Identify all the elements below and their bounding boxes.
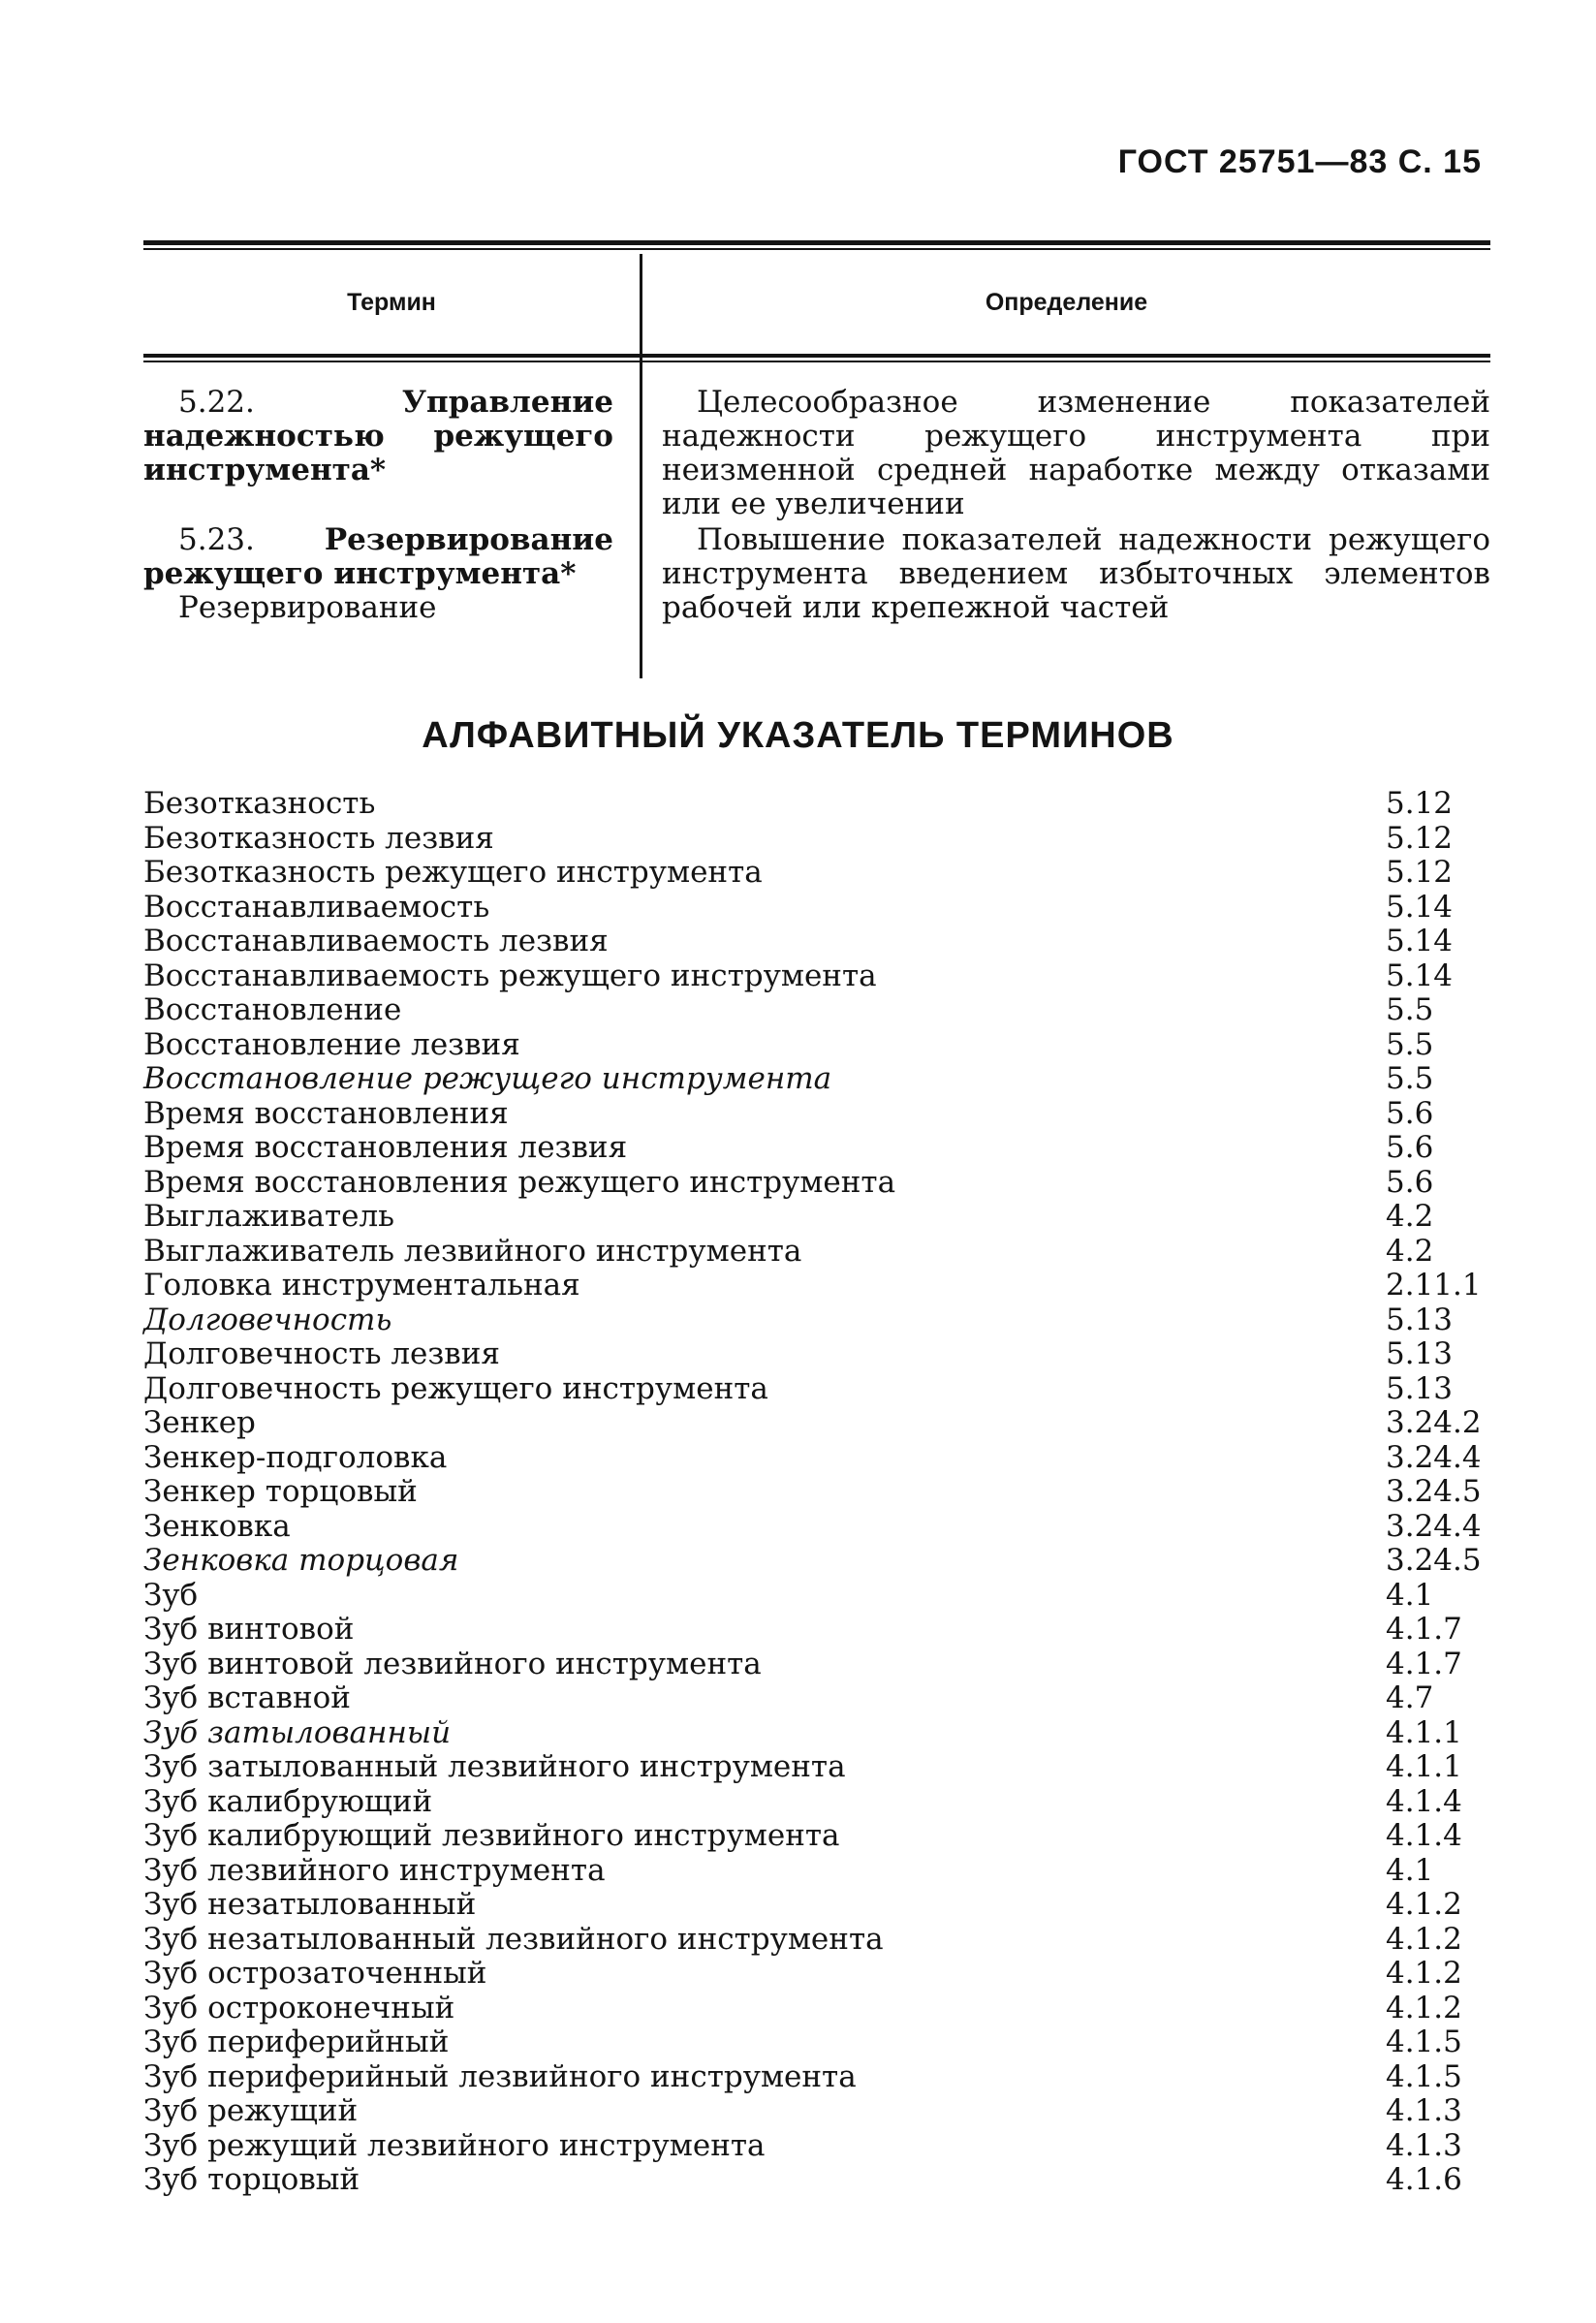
- index-term: Время восстановления: [143, 1095, 509, 1131]
- index-entry: [143, 787, 1500, 822]
- index-term: Зуб незатылованный: [143, 1887, 477, 1922]
- index-ref: 4.2: [1386, 1233, 1434, 1269]
- index-term: Восстанавливаемость: [143, 889, 490, 925]
- index-ref: 4.1.3: [1386, 2093, 1462, 2128]
- table-column-divider: [640, 254, 642, 678]
- index-ref: 4.1.4: [1386, 1783, 1462, 1819]
- index-entry: [143, 1475, 1500, 1510]
- index-term: Безотказность лезвия: [143, 820, 494, 856]
- index-ref: 5.14: [1386, 957, 1454, 993]
- index-ref: 4.1.7: [1386, 1646, 1462, 1681]
- index-term: Зуб затылованный лезвийного инструмента: [143, 1749, 846, 1784]
- index-ref: 5.12: [1386, 820, 1454, 856]
- index-term: Время восстановления лезвия: [143, 1130, 628, 1165]
- index-term: Долговечность лезвия: [143, 1336, 500, 1371]
- index-ref: 5.6: [1386, 1130, 1434, 1165]
- index-ref: 5.12: [1386, 786, 1454, 821]
- index-ref: 4.1.1: [1386, 1714, 1462, 1750]
- index-ref: 4.1.3: [1386, 2127, 1462, 2163]
- index-term: Безотказность режущего инструмента: [143, 855, 763, 890]
- index-term: Зуб лезвийного инструмента: [143, 1852, 606, 1888]
- index-term: Зуб калибрующий: [143, 1783, 433, 1819]
- index-term: Зуб режущий: [143, 2093, 359, 2128]
- index-entry: [143, 2094, 1500, 2129]
- index-term: Зуб калибрующий лезвийного инструмента: [143, 1818, 840, 1853]
- alphabetical-index: [143, 787, 1500, 2198]
- index-term: Зуб затылованный: [143, 1714, 452, 1750]
- index-entry: [143, 1888, 1500, 1923]
- index-ref: 5.13: [1386, 1370, 1454, 1406]
- index-ref: 5.6: [1386, 1095, 1434, 1131]
- index-term: Зуб винтовой лезвийного инструмента: [143, 1646, 762, 1681]
- index-ref: 3.24.2: [1386, 1405, 1482, 1440]
- index-term: Головка инструментальная: [143, 1268, 580, 1303]
- index-ref: 5.14: [1386, 924, 1454, 958]
- index-ref: 4.1: [1386, 1577, 1434, 1613]
- index-term: Зенковка торцовая: [143, 1543, 459, 1578]
- index-ref: 5.6: [1386, 1164, 1434, 1200]
- index-entry: [143, 1785, 1500, 1820]
- index-ref: 4.1.2: [1386, 1956, 1462, 1991]
- index-term: Зуб винтовой: [143, 1612, 355, 1647]
- index-term: Восстановление режущего инструмента: [143, 1061, 832, 1096]
- table-row-definition: Повышение показателей надежности режущего инструмента введением избыточных элементов рабочей или крепежной частей: [662, 522, 1490, 625]
- table-header-rule: [143, 354, 1490, 358]
- page-header: ГОСТ 25751—83 С. 15: [1117, 143, 1482, 180]
- index-ref: 4.2: [1386, 1199, 1434, 1234]
- index-term: Зуб остроконечный: [143, 1990, 455, 2025]
- index-entry: [143, 1372, 1500, 1407]
- index-ref: 4.1.2: [1386, 1887, 1462, 1922]
- index-entry: [143, 1166, 1500, 1201]
- index-entry: [143, 1750, 1500, 1785]
- index-term: Зенковка: [143, 1508, 291, 1544]
- index-term: Зуб торцовый: [143, 2162, 360, 2197]
- index-term: Зуб периферийный: [143, 2025, 450, 2059]
- index-term: Зуб незатылованный лезвийного инструмента: [143, 1921, 884, 1957]
- index-entry: [143, 1510, 1500, 1545]
- index-entry: [143, 1131, 1500, 1166]
- index-ref: 4.1: [1386, 1852, 1434, 1888]
- index-entry: [143, 822, 1500, 857]
- index-entry: [143, 1923, 1500, 1958]
- index-ref: 4.1.1: [1386, 1749, 1462, 1784]
- table-top-rule: [143, 240, 1490, 245]
- index-term: Зенкер: [143, 1405, 256, 1440]
- index-term: Безотказность: [143, 786, 376, 821]
- index-entry: [143, 856, 1500, 891]
- index-entry: [143, 1097, 1500, 1132]
- index-term: Время восстановления режущего инструмента: [143, 1164, 896, 1200]
- index-term: Восстанавливаемость режущего инструмента: [143, 957, 877, 993]
- index-term: Зуб вставной: [143, 1680, 351, 1715]
- index-ref: 4.1.2: [1386, 1921, 1462, 1957]
- index-entry: [143, 1579, 1500, 1614]
- index-ref: 3.24.5: [1386, 1543, 1482, 1578]
- index-entry: [143, 1062, 1500, 1097]
- index-entry: [143, 1957, 1500, 1992]
- index-ref: 4.1.4: [1386, 1818, 1462, 1853]
- index-term: Зуб: [143, 1577, 199, 1613]
- index-term: Восстановление лезвия: [143, 1026, 520, 1062]
- column-header-term: Термин: [347, 289, 436, 316]
- index-entry: [143, 2025, 1500, 2060]
- index-entry: [143, 1819, 1500, 1854]
- table-header-rule-thin: [143, 361, 1490, 362]
- terms-table: [143, 240, 1490, 678]
- term-number: 5.22.: [178, 385, 255, 420]
- index-term: Выглаживатель: [143, 1199, 395, 1234]
- index-term: Зенкер торцовый: [143, 1474, 418, 1509]
- index-ref: 4.1.7: [1386, 1612, 1462, 1647]
- index-ref: 3.24.4: [1386, 1508, 1482, 1544]
- index-ref: 4.1.6: [1386, 2162, 1462, 2197]
- term-name: Управление надежностью режущего инструмента*: [143, 385, 613, 487]
- index-ref: 5.13: [1386, 1336, 1454, 1371]
- index-ref: 4.7: [1386, 1680, 1434, 1715]
- table-row-term: [143, 386, 613, 487]
- term-name: Резервирование режущего инструмента*: [143, 522, 613, 591]
- index-entry: [143, 1235, 1500, 1270]
- table-top-rule-thin: [143, 248, 1490, 250]
- index-entry: [143, 1854, 1500, 1889]
- index-entry: [143, 2060, 1500, 2095]
- index-entry: [143, 891, 1500, 926]
- index-ref: 4.1.5: [1386, 2058, 1462, 2094]
- index-term: Долговечность режущего инструмента: [143, 1370, 768, 1406]
- column-header-definition: Определение: [985, 289, 1148, 316]
- index-ref: 5.5: [1386, 1026, 1434, 1062]
- index-ref: 4.1.5: [1386, 2025, 1462, 2059]
- index-term: Долговечность: [143, 1302, 392, 1337]
- index-ref: 5.12: [1386, 855, 1454, 890]
- index-ref: 5.5: [1386, 1061, 1434, 1096]
- index-entry: [143, 925, 1500, 959]
- index-entry: [143, 993, 1500, 1028]
- index-entry: [143, 1716, 1500, 1751]
- index-term: Зенкер-подголовка: [143, 1439, 448, 1475]
- index-entry: [143, 1648, 1500, 1682]
- index-entry: [143, 1992, 1500, 2026]
- index-entry: [143, 1441, 1500, 1476]
- index-term: Зуб периферийный лезвийного инструмента: [143, 2058, 857, 2094]
- index-term: Восстановление: [143, 992, 402, 1027]
- index-term: Восстанавливаемость лезвия: [143, 924, 609, 958]
- table-row-term: [143, 523, 613, 625]
- index-ref: 5.14: [1386, 889, 1454, 925]
- index-term: Зуб острозаточенный: [143, 1956, 487, 1991]
- index-entry: [143, 1681, 1500, 1716]
- index-ref: 3.24.4: [1386, 1439, 1482, 1475]
- index-entry: [143, 1406, 1500, 1441]
- index-entry: [143, 1200, 1500, 1235]
- index-entry: [143, 1303, 1500, 1338]
- index-title: АЛФАВИТНЫЙ УКАЗАТЕЛЬ ТЕРМИНОВ: [422, 715, 1174, 756]
- index-entry: [143, 1613, 1500, 1648]
- index-entry: [143, 1544, 1500, 1579]
- term-number: 5.23.: [178, 522, 255, 557]
- index-term: Зуб режущий лезвийного инструмента: [143, 2127, 766, 2163]
- term-synonym: Резервирование: [178, 590, 437, 625]
- index-term: Выглаживатель лезвийного инструмента: [143, 1233, 802, 1269]
- index-entry: [143, 2129, 1500, 2164]
- index-entry: [143, 1028, 1500, 1063]
- index-entry: [143, 1337, 1500, 1372]
- index-ref: 4.1.2: [1386, 1990, 1462, 2025]
- index-entry: [143, 959, 1500, 994]
- index-ref: 5.5: [1386, 992, 1434, 1027]
- index-ref: 2.11.1: [1386, 1268, 1482, 1303]
- index-ref: 3.24.5: [1386, 1474, 1482, 1509]
- index-entry: [143, 1269, 1500, 1303]
- index-entry: [143, 2163, 1500, 2198]
- index-ref: 5.13: [1386, 1302, 1454, 1337]
- table-row-definition: Целесообразное изменение показателей надежности режущего инструмента при неизменной средней наработке между отказами или ее увеличении: [662, 385, 1490, 521]
